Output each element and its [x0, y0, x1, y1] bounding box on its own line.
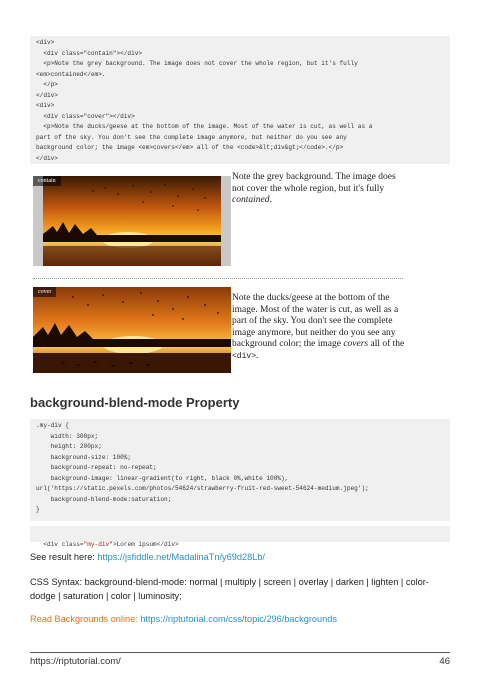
code-block-css: [30, 419, 450, 521]
css-syntax: CSS Syntax: background-blend-mode: normal | multiply | screen | overlay | darken | lighten | color-dodge | saturation | color | luminosity;: [30, 577, 429, 601]
code-line: height: 200px;: [36, 443, 102, 450]
code-line: </div>: [36, 91, 58, 99]
code-line: background-blend-mode:saturation;: [36, 495, 172, 503]
cover-note: Note the ducks/geese at the bottom of the image. Most of the water is cut, as well as a part of the sky. You don't see the complete image anymore, but neither do you see any background color; the image covers all of the <div>.: [232, 293, 405, 361]
code-line: <p>Note the grey background. The image does not cover the whole region, but it's fully: [36, 60, 358, 67]
code-line: background-image: linear-gradient(to right, black 0%,white 100%),: [36, 474, 289, 482]
code-line: <div>: [36, 102, 55, 109]
code-line: background color; the image <em>covers</em> all of the <code>&lt;div&gt;</code>.</p>: [36, 144, 344, 151]
demo-contain: [30, 172, 450, 276]
read-online: Read Backgrounds online: https://riptutorial.com/css/topic/296/backgrounds: [30, 614, 337, 624]
demo-separator: [33, 278, 403, 279]
code-line: part of the sky. You don't see the complete image anymore, but neither do you see any: [36, 133, 347, 141]
code-line: }: [36, 506, 40, 513]
code-line: </p>: [36, 81, 58, 88]
sunset-image: [33, 176, 231, 266]
page-number: 46: [439, 656, 450, 667]
sunset-image-cover: [33, 287, 231, 373]
code-line: background-size: 100%;: [36, 453, 132, 461]
jsfiddle-link[interactable]: https://jsfiddle.net/MadalinaTn/y69d28Lb/: [97, 552, 265, 562]
demo-cover: [30, 283, 450, 383]
code-line: <div class="contain"></div>: [36, 49, 143, 57]
footer-rule: [30, 652, 450, 653]
contain-image-frame: [33, 176, 231, 266]
code-line: <div>: [36, 39, 55, 46]
section-heading: background-blend-mode Property: [30, 395, 240, 410]
code-line: .my-div {: [36, 422, 69, 429]
code-block-html-div: <div class="my-div">Lorem ipsum</div>: [30, 526, 450, 542]
cover-image-frame: [33, 287, 231, 373]
code-line: width: 300px;: [36, 432, 99, 440]
code-block-html: [30, 36, 450, 164]
code-line: url('https://static.pexels.com/photos/54624/strawberry-fruit-red-sweet-54624-medium.jpeg');: [36, 485, 369, 492]
see-result: See result here: https://jsfiddle.net/MadalinaTn/y69d28Lb/: [30, 552, 265, 562]
code-line: background-repeat: no-repeat;: [36, 464, 157, 471]
backgrounds-topic-link[interactable]: https://riptutorial.com/css/topic/296/backgrounds: [140, 614, 337, 624]
contain-note: Note the grey background. The image does not cover the whole region, but it's fully contained.: [232, 172, 396, 205]
cover-label: cover: [33, 287, 56, 297]
contain-label: contain: [33, 176, 61, 186]
code-line: <div class="cover"></div>: [36, 112, 135, 120]
code-line: <p>Note the ducks/geese at the bottom of the image. Most of the water is cut, as well as a: [36, 123, 373, 130]
code-line: <em>contained</em>.: [36, 70, 106, 78]
footer-url[interactable]: https://riptutorial.com/: [30, 656, 121, 667]
code-line: </div>: [36, 154, 58, 162]
